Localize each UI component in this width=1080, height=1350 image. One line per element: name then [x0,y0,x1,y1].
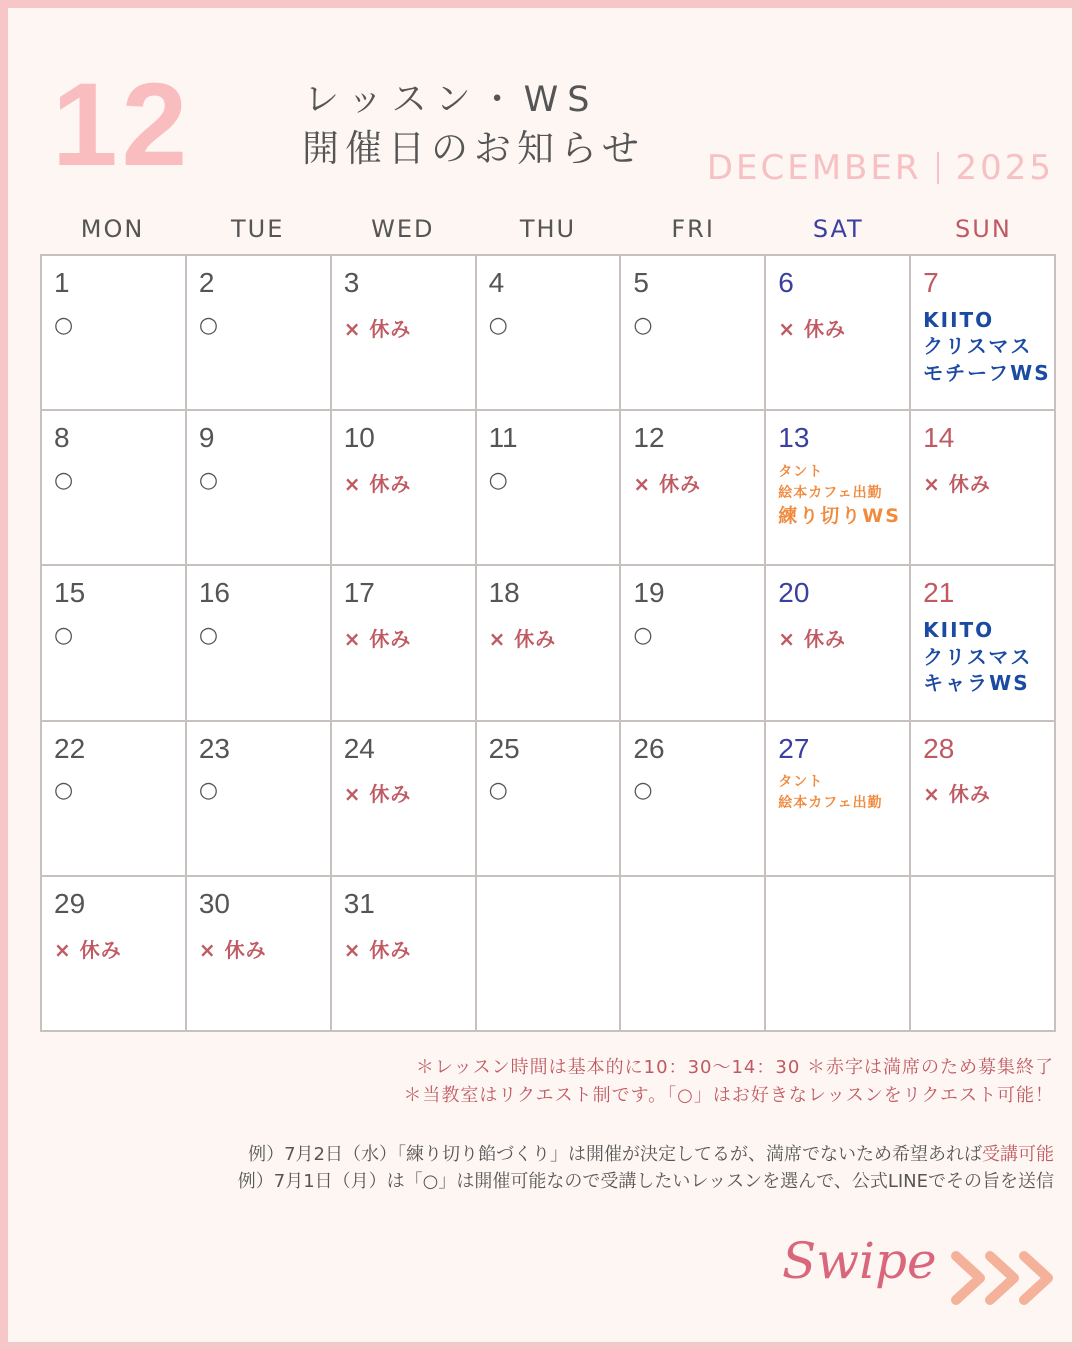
day-cell-31 [332,877,477,1032]
month-name: DECEMBER [706,148,922,188]
event-line: クリスマス [923,334,1033,359]
day-number: 16 [198,577,230,609]
weekday-wed: WED [371,215,435,243]
weekday-tue: TUE [231,215,285,243]
swipe-arrows-icon[interactable] [950,1248,1058,1308]
example-1-highlight: 受講可能 [982,1144,1054,1165]
day-cell-26 [621,722,766,877]
swipe-label[interactable]: Swipe [782,1232,937,1290]
example-1-text: 例）7月2日（水）「練り切り餡づくり」は開催が決定してるが、満席でないため希望あれば [248,1144,982,1165]
title-line-1: レッスン・WS [304,80,599,120]
day-cell-7 [911,256,1056,411]
day-number: 21 [923,577,955,609]
day-cell-23 [187,722,332,877]
month-number: 12 [52,59,192,191]
event-line: 絵本カフェ出勤 [778,795,883,812]
status-open: ○ [198,778,220,804]
day-cell-10 [332,411,477,566]
event-line: 練り切りWS [778,504,901,527]
status-closed: × 休み [198,937,267,962]
day-number: 6 [778,267,794,298]
day-cell-17 [332,566,477,721]
day-number: 24 [343,732,375,764]
status-closed: × 休み [343,782,412,807]
status-open: ○ [54,778,75,804]
status-open: ○ [633,778,654,804]
status-open: ○ [488,778,509,804]
status-open: ○ [488,312,509,338]
day-cell-6 [766,256,911,411]
day-cell-16 [187,566,332,721]
status-open: ○ [633,312,654,338]
note-request-system: ＊当教室はリクエスト制です。「○」はお好きなレッスンをリクエスト可能！ [403,1084,1054,1106]
day-number: 20 [778,577,810,609]
event-info [778,772,909,814]
status-open: ○ [54,312,75,338]
day-number: 13 [778,422,810,454]
day-cell-18 [477,566,622,721]
example-1 [238,1141,1054,1168]
examples [238,1141,1054,1195]
day-cell-13 [766,411,911,566]
day-number: 4 [488,267,505,298]
calendar-grid [40,254,1056,1032]
day-number: 15 [54,577,86,609]
day-number: 17 [343,577,375,609]
day-cell-28 [911,722,1056,877]
weekday-sun: SUN [955,215,1012,243]
day-number: 25 [488,732,520,764]
empty-cell [766,877,911,1032]
day-number: 11 [488,422,518,454]
event-line: タント [778,463,824,480]
weekday-header [40,215,1056,243]
day-number: 5 [633,267,649,298]
status-closed: × 休み [633,471,702,496]
day-cell-25 [477,722,622,877]
status-closed: × 休み [923,471,991,496]
day-cell-5 [621,256,766,411]
day-number: 22 [54,732,86,764]
status-open: ○ [198,312,220,338]
empty-cell [621,877,766,1032]
day-number: 30 [198,887,230,919]
day-cell-2 [187,256,332,411]
weekday-fri: FRI [671,215,715,243]
status-closed: × 休み [343,627,412,652]
day-number: 23 [198,732,230,764]
status-open: ○ [198,467,220,493]
day-cell-19 [621,566,766,721]
day-number: 14 [923,422,955,454]
day-cell-24 [332,722,477,877]
note-lesson-time: ＊レッスン時間は基本的に10：30〜14：30 ＊赤字は満席のため募集終了 [415,1057,1054,1078]
empty-cell [477,877,622,1032]
day-number: 2 [198,267,215,298]
event-info [923,307,1054,386]
day-number: 12 [633,422,665,454]
event-line: KIITO [923,618,995,643]
day-cell-27 [766,722,911,877]
status-open: ○ [488,467,509,493]
event-line: キャラWS [923,670,1030,695]
status-open: ○ [54,467,75,493]
day-cell-20 [766,566,911,721]
day-cell-29 [42,877,187,1032]
month-year-label [707,148,1054,188]
day-cell-4 [477,256,622,411]
day-number: 26 [633,732,665,764]
status-closed: × 休み [54,937,122,962]
day-number: 19 [633,577,665,609]
day-cell-8 [42,411,187,566]
day-cell-11 [477,411,622,566]
day-number: 29 [54,887,86,919]
notes [403,1054,1054,1110]
day-cell-12 [621,411,766,566]
example-2: 例）7月1日（月）は「○」は開催可能なので受講したいレッスンを選んで、公式LINEでその旨を送信 [237,1171,1054,1192]
event-line: クリスマス [923,644,1033,669]
event-info [923,617,1054,696]
status-open: ○ [54,623,75,649]
day-number: 9 [198,422,215,454]
divider [937,152,939,184]
empty-cell [911,877,1056,1032]
day-number: 31 [343,887,375,919]
day-cell-1 [42,256,187,411]
status-closed: × 休み [778,627,847,652]
weekday-sat: SAT [812,215,864,243]
status-open: ○ [198,623,220,649]
year: 2025 [955,148,1054,188]
status-open: ○ [633,623,654,649]
status-closed: × 休み [343,471,412,496]
day-cell-22 [42,722,187,877]
announcement-card [8,8,1072,1342]
status-closed: × 休み [778,316,847,341]
day-number: 18 [488,577,520,609]
day-number: 3 [343,267,360,298]
day-number: 10 [343,422,375,454]
day-cell-9 [187,411,332,566]
day-number: 7 [923,267,939,298]
day-cell-21 [911,566,1056,721]
day-number: 8 [54,422,70,454]
day-cell-3 [332,256,477,411]
event-line: KIITO [923,307,995,332]
event-line: 絵本カフェ出勤 [778,484,883,501]
day-number: 28 [923,732,955,764]
status-closed: × 休み [343,316,412,341]
day-number: 27 [778,732,810,764]
day-cell-30 [187,877,332,1032]
day-cell-15 [42,566,187,721]
status-closed: × 休み [923,782,991,807]
title-line-2: 開催日のお知らせ [302,127,645,170]
status-closed: × 休み [343,937,412,962]
event-info [778,462,909,529]
day-number: 1 [54,267,70,298]
event-line: タント [778,774,824,791]
status-closed: × 休み [488,627,557,652]
weekday-thu: THU [519,215,577,243]
day-cell-14 [911,411,1056,566]
weekday-mon: MON [80,215,145,243]
event-line: モチーフWS [923,360,1051,385]
